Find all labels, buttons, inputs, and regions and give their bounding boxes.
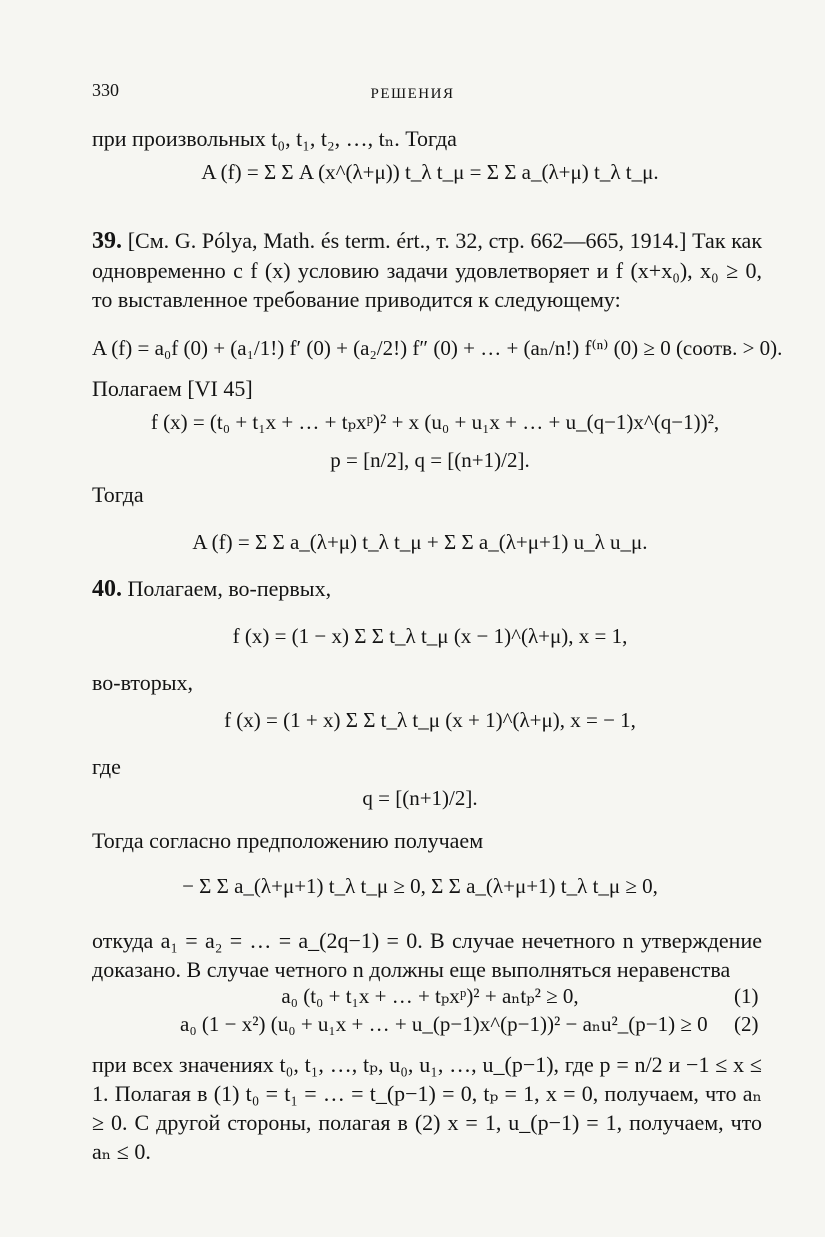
text-line-togda: Тогда [92, 482, 144, 507]
equation-7: f (x) = (1 + x) Σ Σ t_λ t_μ (x + 1)^(λ+μ), x = − 1, [224, 708, 636, 732]
text-line-soglasno: Тогда согласно предположению получаем [92, 828, 484, 853]
page-number: 330 [92, 80, 119, 100]
equation-1: A (f) = Σ Σ A (x^(λ+μ)) t_λ t_μ = Σ Σ a_(λ+μ) t_λ t_μ. [201, 160, 659, 184]
problem-40-number: 40. [92, 576, 122, 602]
text-line-polagaem: Полагаем [VI 45] [92, 376, 253, 401]
text-line-arbitrary: при произвольных t₀, t₁, t₂, …, tₙ. Тогда [92, 126, 457, 151]
text-line-gde: где [92, 754, 121, 779]
paragraph-final: при всех значениях t₀, t₁, …, tₚ, u₀, u₁, …, u_(p−1), где p = n/2 и −1 ≤ x ≤ 1. Полагая в (1) t₀ = t₁ = … = t_(p−1) = 0, tₚ = 1, x = 0, получаем, что aₙ ≥ 0. С другой стороны, полагая в (2) x = 1, u_(p−1) = 1, получаем, что aₙ ≤ 0. [92, 1052, 762, 1164]
problem-39-number: 39. [92, 228, 122, 254]
problem-40-text: Полагаем, во-первых, [127, 576, 332, 601]
equation-11: a₀ (1 − x²) (u₀ + u₁x + … + u_(p−1)x^(p−1))² − aₙu²_(p−1) ≥ 0 [180, 1012, 708, 1036]
text-line-vovtoryh: во-вторых, [92, 670, 194, 695]
equation-2: A (f) = a₀f (0) + (a₁/1!) f′ (0) + (a₂/2!) f″ (0) + … + (aₙ/n!) f⁽ⁿ⁾ (0) ≥ 0 (соотв. > 0). [92, 336, 783, 360]
equation-4: p = [n/2], q = [(n+1)/2]. [330, 448, 530, 472]
problem-39-text: [См. G. Pólya, Math. és term. ért., т. 32, стр. 662—665, 1914.] Так как одновременно с f (x) условию задачи удовлетворяет и f (x+x₀), x₀ ≥ 0, то выставленное требование приводится к следующему: [92, 228, 763, 312]
equation-number-2: (2) [734, 1012, 759, 1036]
equation-9: − Σ Σ a_(λ+μ+1) t_λ t_μ ≥ 0, Σ Σ a_(λ+μ+1) t_λ t_μ ≥ 0, [182, 874, 658, 898]
equation-10: a₀ (t₀ + t₁x + … + tₚxᵖ)² + aₙtₚ² ≥ 0, [281, 984, 579, 1008]
problem-39 [92, 226, 762, 314]
equation-5: A (f) = Σ Σ a_(λ+μ) t_λ t_μ + Σ Σ a_(λ+μ+1) u_λ u_μ. [192, 530, 648, 554]
equation-number-1: (1) [734, 984, 759, 1008]
equation-3: f (x) = (t₀ + t₁x + … + tₚxᵖ)² + x (u₀ + u₁x + … + u_(q−1)x^(q−1))², [150, 410, 720, 434]
running-title: РЕШЕНИЯ [370, 86, 455, 102]
equation-6: f (x) = (1 − x) Σ Σ t_λ t_μ (x − 1)^(λ+μ), x = 1, [232, 624, 628, 648]
paragraph-otkuda: откуда a₁ = a₂ = … = a_(2q−1) = 0. В случае нечетного n утверждение доказано. В случае четного n должны еще выполняться неравенства [92, 928, 762, 982]
problem-40 [92, 574, 762, 604]
equation-8: q = [(n+1)/2]. [362, 786, 478, 810]
